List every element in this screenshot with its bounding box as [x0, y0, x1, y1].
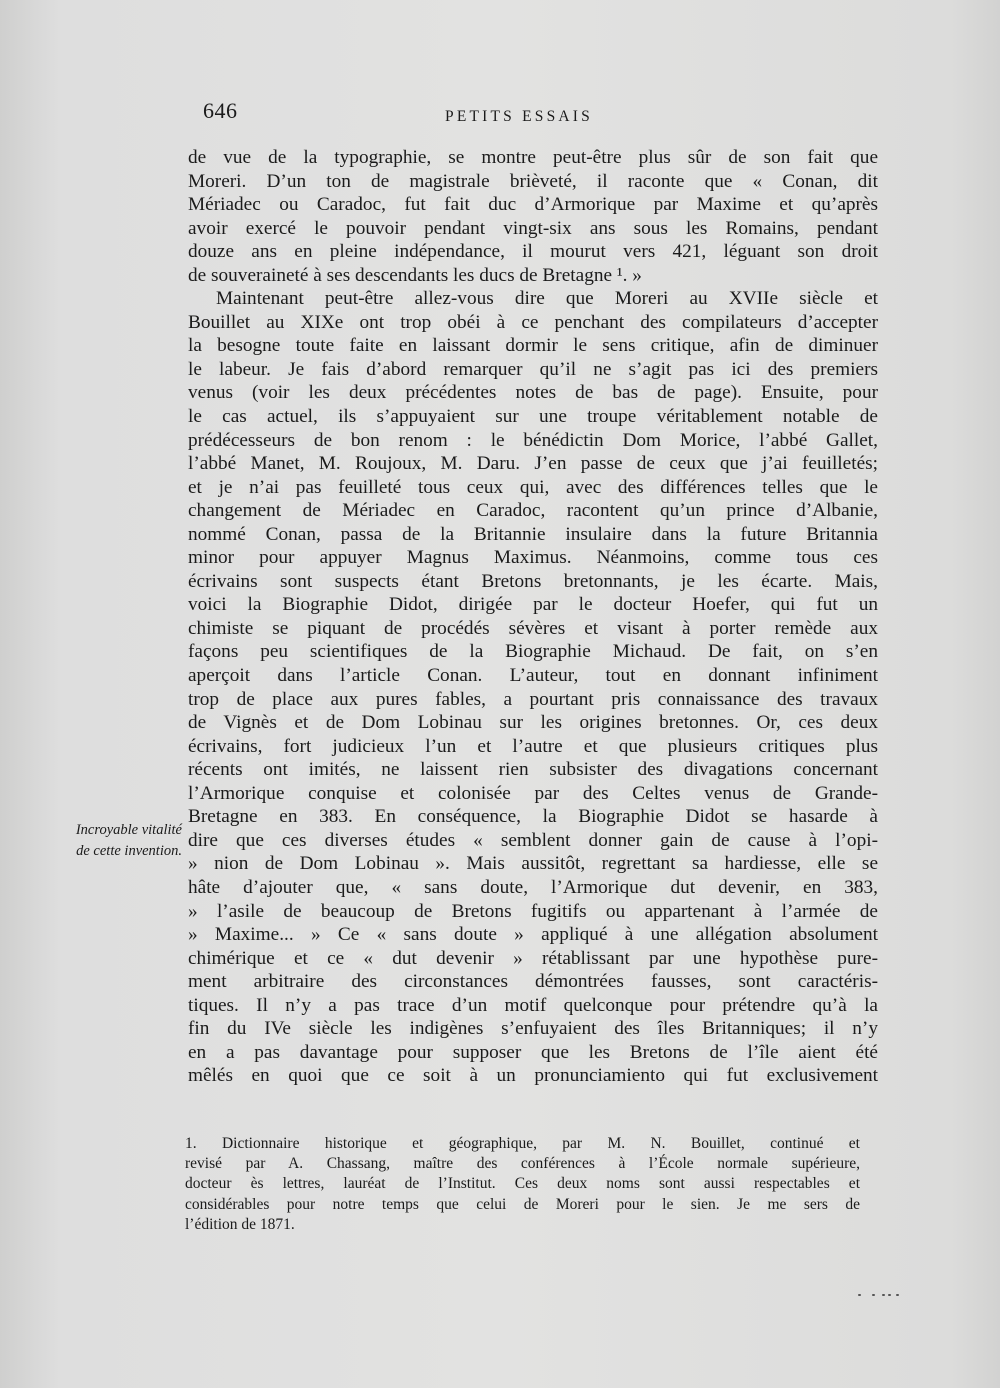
running-title: PETITS ESSAIS: [445, 108, 593, 125]
footnote-line: docteur ès lettres, lauréat de l’Institut. Ces deux noms sont aussi respectables et: [185, 1175, 860, 1193]
text-line: avoir exercé le pouvoir pendant vingt-six ans sous les Romains, pendant: [188, 217, 878, 239]
text-line: trop de place aux pures fables, a pourtant pris connaissance des travaux: [188, 688, 878, 710]
text-line: dire que ces diverses études « semblent donner gain de cause à l’opi-: [188, 829, 878, 851]
text-line: écrivains, fort judicieux l’un et l’autre et que plusieurs critiques plus: [188, 735, 878, 757]
footnote-line: 1. Dictionnaire historique et géographique, par M. N. Bouillet, continué et: [185, 1135, 860, 1152]
margin-note-line: de cette invention.: [76, 843, 182, 859]
footnote-line: l’édition de 1871.: [185, 1215, 295, 1233]
text-line: nommé Conan, passa de la Britannie insulaire dans la future Britannia: [188, 523, 878, 545]
text-line: le labeur. Je fais d’abord remarquer qu’il ne s’agit pas ici des premiers: [188, 358, 878, 380]
footnote: [185, 1134, 860, 1235]
text-line: » Maxime... » Ce « sans doute » appliqué à une allégation absolument: [188, 924, 878, 946]
text-line: prédécesseurs de bon renom : le bénédictin Dom Morice, l’abbé Gallet,: [188, 429, 878, 451]
footnote-line: considérables pour notre temps que celui de Moreri pour le sien. Je me sers de: [185, 1195, 860, 1213]
text-line: façons peu scientifiques de la Biographie Michaud. De fait, on s’en: [188, 641, 878, 663]
text-line: la besogne toute faite en laissant dormir le sens critique, afin de diminuer: [188, 335, 878, 357]
text-line: Bouillet au XIXe ont trop obéi à ce penchant des compilateurs d’accepter: [188, 311, 878, 333]
text-line: minor pour appuyer Magnus Maximus. Néanmoins, comme tous ces: [188, 547, 878, 569]
text-line: le cas actuel, ils s’appuyaient sur une troupe véritablement notable de: [188, 406, 878, 428]
page-number: 646: [203, 98, 238, 123]
text-line: écrivains sont suspects étant Bretons bretonnants, je les écarte. Mais,: [188, 570, 878, 592]
text-line: de souveraineté à ses descendants les ducs de Bretagne ¹. »: [188, 264, 642, 286]
text-line: fin du IVe siècle les indigènes s’enfuyaient des îles Britanniques; il n’y: [188, 1018, 878, 1040]
text-line: chimiste se piquant de procédés sévères et visant à porter remède aux: [188, 617, 878, 639]
text-line: aperçoit dans l’article Conan. L’auteur, tout en donnant infiniment: [188, 665, 878, 687]
text-line: venus (voir les deux précédentes notes de bas de page). Ensuite, pour: [188, 382, 878, 404]
text-line: douze ans en pleine indépendance, il mourut vers 421, léguant son droit: [188, 241, 878, 263]
text-line: de Vignès et de Dom Lobinau sur les origines bretonnes. Or, ces deux: [188, 712, 878, 734]
text-line: l’abbé Manet, M. Roujoux, M. Daru. J’en passe de ceux que j’ai feuilletés;: [188, 453, 878, 475]
text-line: récents ont imités, ne laissent rien subsister des divagations concernant: [188, 759, 878, 781]
margin-note: [57, 820, 182, 862]
text-line: Mériadec ou Caradoc, fut fait duc d’Armorique par Maxime et qu’après: [188, 194, 878, 216]
text-line: changement de Mériadec en Caradoc, racontent qu’un prince d’Albanie,: [188, 500, 878, 522]
ink-specks: [858, 1292, 906, 1298]
text-line: » nion de Dom Lobinau ». Mais aussitôt, regrettant sa hardiesse, elle se: [188, 853, 878, 875]
text-line: voici la Biographie Didot, dirigée par le docteur Hoefer, qui fut un: [188, 594, 878, 616]
text-line: Moreri. D’un ton de magistrale brièveté, il raconte que « Conan, dit: [188, 170, 878, 192]
text-line: Maintenant peut-être allez-vous dire que Moreri au XVIIe siècle et: [216, 288, 878, 310]
footnote-line: revisé par A. Chassang, maître des conférences à l’École normale supérieure,: [185, 1155, 860, 1173]
text-line: » l’asile de beaucoup de Bretons fugitifs ou appartenant à l’armée de: [188, 900, 878, 922]
text-line: et je n’ai pas feuilleté tous ceux qui, avec des différences telles que le: [188, 476, 878, 498]
text-line: de vue de la typographie, se montre peut-être plus sûr de son fait que: [188, 147, 878, 168]
text-line: hâte d’ajouter que, « sans doute, l’Armorique dut devenir, en 383,: [188, 876, 878, 898]
margin-note-line: Incroyable vitalité: [75, 822, 182, 838]
text-line: en a pas davantage pour supposer que les Bretons de l’île aient été: [188, 1041, 878, 1063]
text-line: chimérique et ce « dut devenir » rétablissant par une hypothèse pure-: [188, 947, 878, 969]
text-line: ment arbitraire des circonstances démontrées fausses, sont caractéris-: [188, 971, 878, 993]
text-line: Bretagne en 383. En conséquence, la Biographie Didot se hasarde à: [188, 806, 878, 828]
text-line: mêlés en quoi que ce soit à un pronunciamiento qui fut exclusivement: [188, 1065, 878, 1087]
body-text: [188, 146, 878, 1088]
text-line: tiques. Il n’y a pas trace d’un motif quelconque pour prétendre qu’à la: [188, 994, 878, 1016]
text-line: l’Armorique conquise et colonisée par des Celtes venus de Grande-: [188, 782, 878, 804]
